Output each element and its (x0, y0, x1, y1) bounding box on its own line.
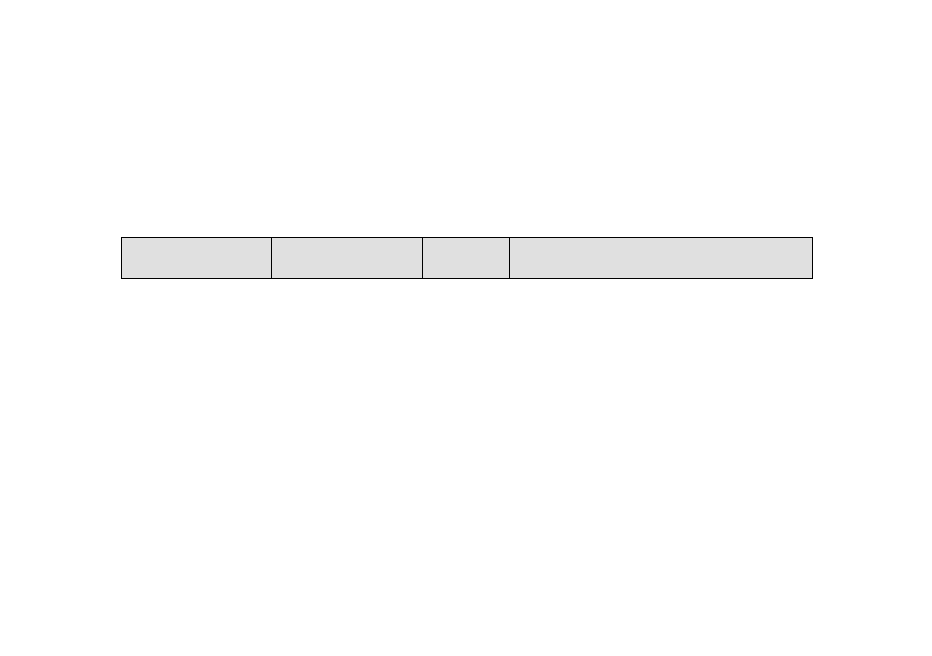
column-header-day (122, 238, 272, 279)
table-header-row (122, 238, 813, 279)
column-header-room (423, 238, 510, 279)
column-header-interval (272, 238, 423, 279)
schedule-table (121, 237, 813, 279)
column-header-function (510, 238, 813, 279)
